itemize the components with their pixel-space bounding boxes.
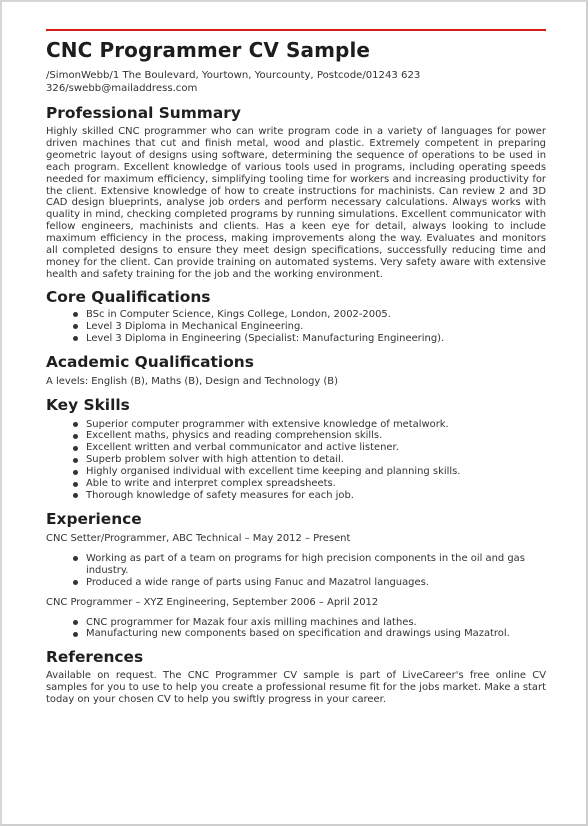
job-duties-list (46, 553, 546, 589)
list-item: Level 3 Diploma in Engineering (Specialist: Manufacturing Engineering). (70, 333, 546, 345)
contact-line: 326/swebb@mailaddress.com (46, 82, 198, 94)
section-heading: Experience (46, 509, 142, 528)
list-item: CNC programmer for Mazak four axis milling machines and lathes. (70, 617, 546, 629)
list-item: Excellent written and verbal communicator and active listener. (70, 442, 546, 454)
list-item: Thorough knowledge of safety measures for each job. (70, 490, 546, 502)
cv-title: CNC Programmer CV Sample (46, 38, 371, 62)
job-title: CNC Programmer – XYZ Engineering, September 2006 – April 2012 (46, 596, 379, 608)
summary-text: Highly skilled CNC programmer who can write program code in a variety of languages for power driven machines that cut and finish metal, wood and plastic. Extremely competent in preparing geometric layout of designs using software, determining the sequence of operations to be used in each program. Excellent knowledge of various tools used in programs, including operating speeds needed for maximum efficiency, simplifying tooling time for workers and increasing productivity for the client. Extensive knowledge of how to create instructions for machinists. Can review 2 and 3D CAD design blueprints, analyse job orders and perform necessary calculations. Always works with quality in mind, checking completed programs by running simulations. Excellent communicator with fellow engineers, machinists and clients. Has a keen eye for detail, always looking to include maximum efficiency in the process, making improvements along the way. Evaluates and monitors all completed designs to ensure they meet design specifications, successfully reducing time and money for the client. Can provide training on automated systems. Very safety aware with extensive health and safety training for the job and the working environment. (46, 126, 546, 280)
job-duties-list (46, 617, 546, 641)
academic-text: A levels: English (B), Maths (B), Design and Technology (B) (46, 375, 339, 387)
list-item: Highly organised individual with excellent time keeping and planning skills. (70, 466, 546, 478)
section-heading: Academic Qualifications (46, 352, 254, 371)
section-key-skills (46, 394, 546, 502)
list-item: Level 3 Diploma in Mechanical Engineering. (70, 321, 546, 333)
job-title: CNC Setter/Programmer, ABC Technical – May 2012 – Present (46, 532, 351, 544)
list-item: Superior computer programmer with extensive knowledge of metalwork. (70, 419, 546, 431)
list-item: Superb problem solver with high attention to detail. (70, 454, 546, 466)
cv-content (46, 36, 546, 706)
list-item: Able to write and interpret complex spreadsheets. (70, 478, 546, 490)
contact-info (46, 70, 466, 95)
section-academic-qualifications (46, 351, 546, 388)
section-heading: Professional Summary (46, 104, 241, 122)
list-item: Manufacturing new components based on specification and drawings using Mazatrol. (70, 628, 546, 640)
list-item: Working as part of a team on programs for high precision components in the oil and gas industry. (70, 553, 546, 577)
key-skills-list (46, 419, 546, 502)
section-core-qualifications (46, 286, 546, 345)
section-heading: References (46, 648, 144, 667)
core-qualifications-list (46, 309, 546, 345)
list-item: BSc in Computer Science, Kings College, London, 2002-2005. (70, 309, 546, 321)
section-references (46, 646, 546, 706)
references-text: Available on request. The CNC Programmer CV sample is part of LiveCareer's free online CV samples for you to use to help you create a professional resume fit for the jobs market. Make a start today on your chosen CV to help you swiftly progress in your career. (46, 670, 546, 706)
list-item: Excellent maths, physics and reading comprehension skills. (70, 430, 546, 442)
section-heading: Core Qualifications (46, 287, 211, 306)
list-item: Produced a wide range of parts using Fanuc and Mazatrol languages. (70, 577, 546, 589)
section-professional-summary (46, 102, 546, 281)
header-accent-rule (46, 29, 546, 31)
section-experience (46, 508, 546, 641)
section-heading: Key Skills (46, 395, 130, 414)
contact-line: /SimonWebb/1 The Boulevard, Yourtown, Yourcounty, Postcode/01243 623 (46, 70, 421, 81)
